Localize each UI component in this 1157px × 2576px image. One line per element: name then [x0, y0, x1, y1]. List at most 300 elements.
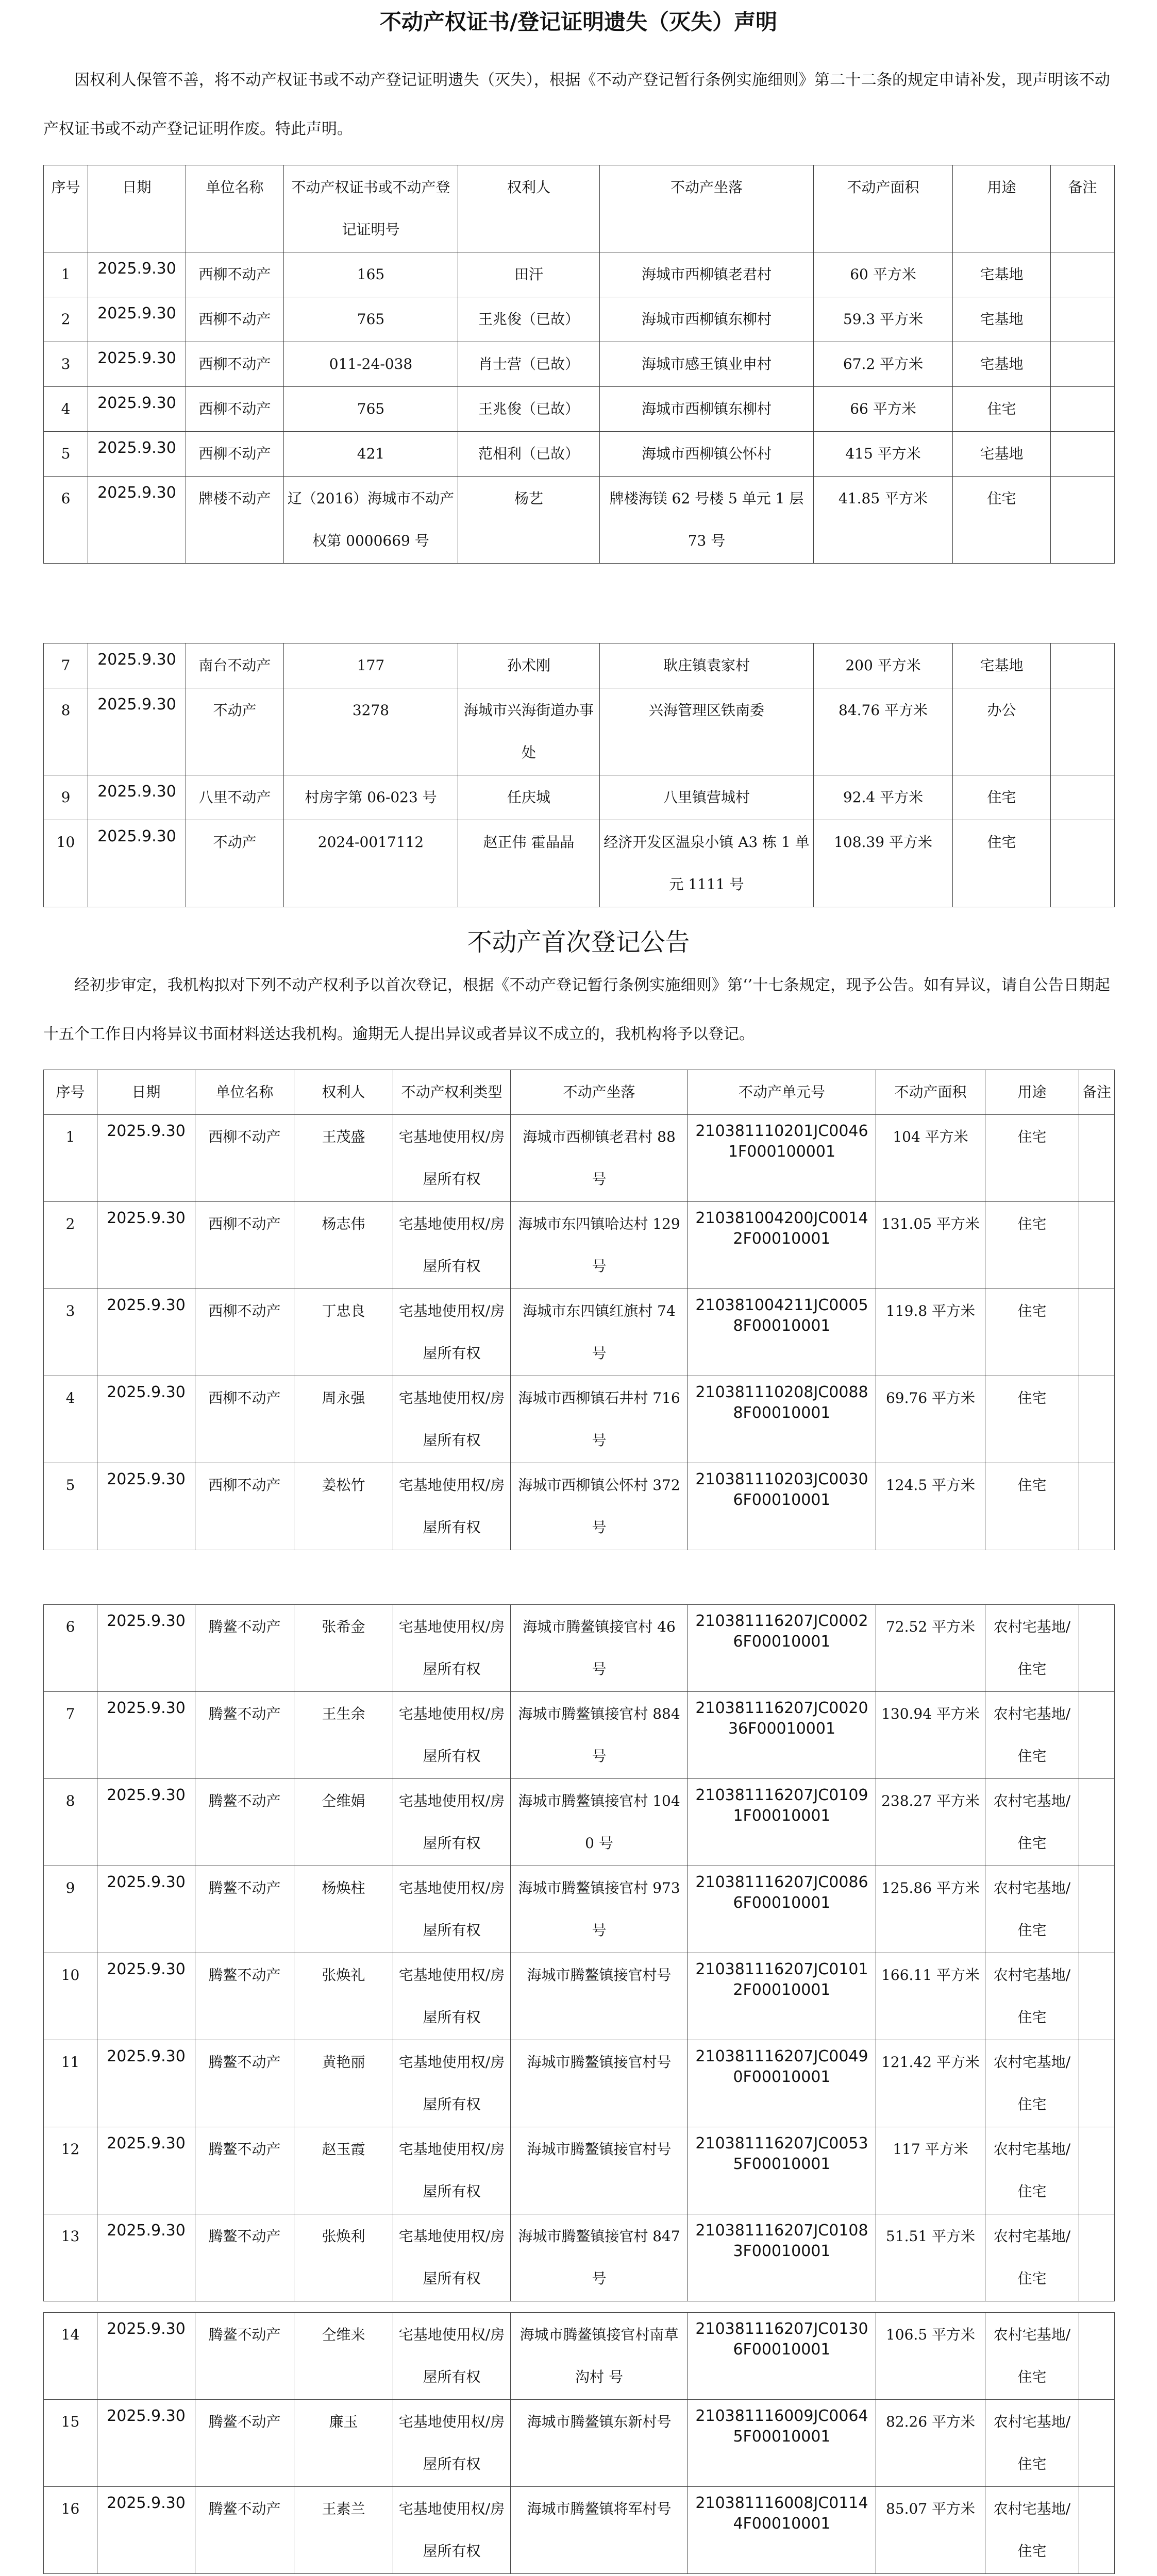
table-row: [44, 297, 1115, 342]
date-cell: 2025.9.30: [97, 1376, 195, 1463]
owner-cell: 肖士营（已故）: [458, 342, 600, 387]
usage-cell: 农村宅基地/住宅: [985, 1779, 1079, 1866]
table-row: [44, 2313, 1115, 2400]
area-cell: 415 平方米: [814, 432, 953, 477]
owner-cell: 杨焕柱: [294, 1866, 393, 1953]
header-date-cell: 日期: [97, 1070, 195, 1115]
owner-cell: 孙术刚: [458, 643, 600, 688]
unit-cell: 腾鳌不动产: [195, 2313, 294, 2400]
location-cell: 海城市东四镇哈达村 129 号: [511, 1202, 688, 1289]
date-cell: 2025.9.30: [88, 387, 186, 432]
header-seq-cell: 序号: [44, 1070, 97, 1115]
seq-cell: 7: [44, 1692, 97, 1779]
right-type-cell: 宅基地使用权/房屋所有权: [393, 1376, 511, 1463]
table-row: [44, 643, 1115, 688]
table-row: [44, 1463, 1115, 1550]
area-cell: 200 平方米: [814, 643, 953, 688]
unit-cell: 西柳不动产: [195, 1202, 294, 1289]
certificate-number-cell: 011-24-038: [284, 342, 458, 387]
unit-cell: 不动产: [186, 688, 284, 775]
location-cell: 牌楼海镁 62 号楼 5 单元 1 层 73 号: [600, 477, 814, 564]
unit-number-cell: 210381004200JC00142F00010001: [688, 1202, 876, 1289]
table-row: [44, 252, 1115, 297]
date-cell: 2025.9.30: [97, 2214, 195, 2301]
area-cell: 41.85 平方米: [814, 477, 953, 564]
registration-table-header: [44, 1070, 1115, 1115]
header-location-cell: 不动产坐落: [600, 165, 814, 252]
location-cell: 海城市西柳镇老君村 88 号: [511, 1115, 688, 1202]
table-row: [44, 1866, 1115, 1953]
right-type-cell: 宅基地使用权/房屋所有权: [393, 2400, 511, 2487]
area-cell: 238.27 平方米: [876, 1779, 985, 1866]
usage-cell: 农村宅基地/住宅: [985, 2214, 1079, 2301]
area-cell: 121.42 平方米: [876, 2040, 985, 2127]
remark-cell: [1079, 1779, 1115, 1866]
date-cell: 2025.9.30: [97, 2487, 195, 2574]
usage-cell: 住宅: [953, 775, 1051, 820]
unit-cell: 西柳不动产: [186, 342, 284, 387]
area-cell: 166.11 平方米: [876, 1953, 985, 2040]
remark-cell: [1051, 342, 1115, 387]
usage-cell: 住宅: [985, 1115, 1079, 1202]
unit-number-cell: 210381116207JC01012F00010001: [688, 1953, 876, 2040]
seq-cell: 4: [44, 1376, 97, 1463]
remark-cell: [1079, 2400, 1115, 2487]
area-cell: 51.51 平方米: [876, 2214, 985, 2301]
table-row: [44, 2040, 1115, 2127]
remark-cell: [1051, 297, 1115, 342]
unit-number-cell: 210381116207JC00866F00010001: [688, 1866, 876, 1953]
seq-cell: 6: [44, 1605, 97, 1692]
right-type-cell: 宅基地使用权/房屋所有权: [393, 1115, 511, 1202]
remark-cell: [1079, 2040, 1115, 2127]
table-row: [44, 1115, 1115, 1202]
header-seq-cell: 序号: [44, 165, 88, 252]
header-unit-number-cell: 不动产单元号: [688, 1070, 876, 1115]
table-row: [44, 1779, 1115, 1866]
owner-cell: 王生余: [294, 1692, 393, 1779]
unit-number-cell: 210381004211JC00058F00010001: [688, 1289, 876, 1376]
unit-number-cell: 210381116207JC01083F00010001: [688, 2214, 876, 2301]
seq-cell: 3: [44, 1289, 97, 1376]
owner-cell: 王素兰: [294, 2487, 393, 2574]
seq-cell: 5: [44, 1463, 97, 1550]
table-row: [44, 477, 1115, 564]
location-cell: 海城市腾鳌镇东新村号: [511, 2400, 688, 2487]
unit-number-cell: 210381116207JC00026F00010001: [688, 1605, 876, 1692]
owner-cell: 周永强: [294, 1376, 393, 1463]
unit-cell: 西柳不动产: [186, 432, 284, 477]
usage-cell: 农村宅基地/住宅: [985, 2400, 1079, 2487]
owner-cell: 范相利（已故）: [458, 432, 600, 477]
location-cell: 海城市西柳镇东柳村: [600, 297, 814, 342]
table-row: [44, 387, 1115, 432]
unit-cell: 腾鳌不动产: [195, 1605, 294, 1692]
date-cell: 2025.9.30: [88, 252, 186, 297]
remark-cell: [1079, 1953, 1115, 2040]
unit-cell: 腾鳌不动产: [195, 2040, 294, 2127]
right-type-cell: 宅基地使用权/房屋所有权: [393, 2214, 511, 2301]
registration-table-part-2: [43, 1604, 1115, 2301]
seq-cell: 8: [44, 688, 88, 775]
unit-cell: 西柳不动产: [195, 1376, 294, 1463]
certificate-number-cell: 3278: [284, 688, 458, 775]
table-row: [44, 1605, 1115, 1692]
date-cell: 2025.9.30: [97, 1289, 195, 1376]
area-cell: 125.86 平方米: [876, 1866, 985, 1953]
usage-cell: 农村宅基地/住宅: [985, 2487, 1079, 2574]
unit-number-cell: 210381110201JC00461F000100001: [688, 1115, 876, 1202]
unit-cell: 西柳不动产: [186, 297, 284, 342]
remark-cell: [1079, 2487, 1115, 2574]
location-cell: 海城市西柳镇东柳村: [600, 387, 814, 432]
location-cell: 海城市西柳镇公怀村: [600, 432, 814, 477]
table-row: [44, 1289, 1115, 1376]
certificate-number-cell: 辽（2016）海城市不动产权第 0000669 号: [284, 477, 458, 564]
area-cell: 84.76 平方米: [814, 688, 953, 775]
owner-cell: 张焕礼: [294, 1953, 393, 2040]
header-remark-cell: 备注: [1079, 1070, 1115, 1115]
seq-cell: 14: [44, 2313, 97, 2400]
date-cell: 2025.9.30: [88, 688, 186, 775]
location-cell: 海城市腾鳌镇接官村号: [511, 1953, 688, 2040]
remark-cell: [1079, 1289, 1115, 1376]
area-cell: 131.05 平方米: [876, 1202, 985, 1289]
header-right-type-cell: 不动产权利类型: [393, 1070, 511, 1115]
unit-cell: 腾鳌不动产: [195, 2127, 294, 2214]
remark-cell: [1079, 1463, 1115, 1550]
right-type-cell: 宅基地使用权/房屋所有权: [393, 1692, 511, 1779]
seq-cell: 2: [44, 1202, 97, 1289]
table-row: [44, 688, 1115, 775]
certificate-number-cell: 165: [284, 252, 458, 297]
table-row: [44, 2214, 1115, 2301]
registration-table-part-1: [43, 1070, 1115, 1550]
owner-cell: 杨志伟: [294, 1202, 393, 1289]
remark-cell: [1051, 387, 1115, 432]
location-cell: 海城市腾鳌镇接官村 1040 号: [511, 1779, 688, 1866]
date-cell: 2025.9.30: [88, 820, 186, 907]
certificate-number-cell: 765: [284, 297, 458, 342]
seq-cell: 13: [44, 2214, 97, 2301]
owner-cell: 仝维来: [294, 2313, 393, 2400]
usage-cell: 农村宅基地/住宅: [985, 1866, 1079, 1953]
location-cell: 海城市西柳镇石井村 716 号: [511, 1376, 688, 1463]
owner-cell: 姜松竹: [294, 1463, 393, 1550]
header-location-cell: 不动产坐落: [511, 1070, 688, 1115]
area-cell: 108.39 平方米: [814, 820, 953, 907]
seq-cell: 9: [44, 1866, 97, 1953]
usage-cell: 住宅: [985, 1289, 1079, 1376]
remark-cell: [1051, 775, 1115, 820]
certificate-number-cell: 765: [284, 387, 458, 432]
certificate-number-cell: 2024-0017112: [284, 820, 458, 907]
location-cell: 海城市腾鳌镇将军村号: [511, 2487, 688, 2574]
unit-cell: 西柳不动产: [195, 1289, 294, 1376]
header-area-cell: 不动产面积: [876, 1070, 985, 1115]
usage-cell: 住宅: [953, 820, 1051, 907]
header-unit-cell: 单位名称: [195, 1070, 294, 1115]
right-type-cell: 宅基地使用权/房屋所有权: [393, 2040, 511, 2127]
location-cell: 海城市腾鳌镇接官村号: [511, 2127, 688, 2214]
owner-cell: 廉玉: [294, 2400, 393, 2487]
seq-cell: 1: [44, 252, 88, 297]
owner-cell: 赵正伟 霍晶晶: [458, 820, 600, 907]
seq-cell: 15: [44, 2400, 97, 2487]
unit-number-cell: 210381116008JC01144F00010001: [688, 2487, 876, 2574]
usage-cell: 宅基地: [953, 643, 1051, 688]
owner-cell: 王兆俊（已故）: [458, 387, 600, 432]
date-cell: 2025.9.30: [97, 1605, 195, 1692]
date-cell: 2025.9.30: [97, 2040, 195, 2127]
location-cell: 耿庄镇袁家村: [600, 643, 814, 688]
location-cell: 海城市腾鳌镇接官村 884 号: [511, 1692, 688, 1779]
usage-cell: 农村宅基地/住宅: [985, 2127, 1079, 2214]
area-cell: 60 平方米: [814, 252, 953, 297]
table-row: [44, 2400, 1115, 2487]
area-cell: 119.8 平方米: [876, 1289, 985, 1376]
seq-cell: 11: [44, 2040, 97, 2127]
usage-cell: 住宅: [985, 1376, 1079, 1463]
date-cell: 2025.9.30: [97, 2400, 195, 2487]
owner-cell: 海城市兴海街道办事处: [458, 688, 600, 775]
right-type-cell: 宅基地使用权/房屋所有权: [393, 1866, 511, 1953]
area-cell: 82.26 平方米: [876, 2400, 985, 2487]
right-type-cell: 宅基地使用权/房屋所有权: [393, 1463, 511, 1550]
unit-cell: 腾鳌不动产: [195, 2487, 294, 2574]
table-row: [44, 2487, 1115, 2574]
unit-cell: 西柳不动产: [186, 387, 284, 432]
unit-cell: 腾鳌不动产: [195, 1779, 294, 1866]
header-certificate-number-cell: 不动产权证书或不动产登记证明号: [284, 165, 458, 252]
usage-cell: 住宅: [985, 1202, 1079, 1289]
area-cell: 92.4 平方米: [814, 775, 953, 820]
notice-title-first-registration: 不动产首次登记公告: [467, 928, 690, 957]
location-cell: 海城市西柳镇公怀村 372 号: [511, 1463, 688, 1550]
date-cell: 2025.9.30: [97, 2127, 195, 2214]
table-row: [44, 1953, 1115, 2040]
seq-cell: 5: [44, 432, 88, 477]
area-cell: 72.52 平方米: [876, 1605, 985, 1692]
seq-cell: 1: [44, 1115, 97, 1202]
seq-cell: 12: [44, 2127, 97, 2214]
owner-cell: 任庆城: [458, 775, 600, 820]
table-row: [44, 1692, 1115, 1779]
remark-cell: [1051, 820, 1115, 907]
remark-cell: [1079, 2127, 1115, 2214]
header-remark-cell: 备注: [1051, 165, 1115, 252]
remark-cell: [1079, 1692, 1115, 1779]
date-cell: 2025.9.30: [97, 1463, 195, 1550]
owner-cell: 赵玉霞: [294, 2127, 393, 2214]
usage-cell: 办公: [953, 688, 1051, 775]
right-type-cell: 宅基地使用权/房屋所有权: [393, 1779, 511, 1866]
unit-number-cell: 210381110208JC00888F00010001: [688, 1376, 876, 1463]
seq-cell: 9: [44, 775, 88, 820]
date-cell: 2025.9.30: [88, 342, 186, 387]
usage-cell: 宅基地: [953, 432, 1051, 477]
location-cell: 经济开发区温泉小镇 A3 栋 1 单元 1111 号: [600, 820, 814, 907]
owner-cell: 王兆俊（已故）: [458, 297, 600, 342]
right-type-cell: 宅基地使用权/房屋所有权: [393, 1605, 511, 1692]
remark-cell: [1051, 252, 1115, 297]
right-type-cell: 宅基地使用权/房屋所有权: [393, 2127, 511, 2214]
area-cell: 85.07 平方米: [876, 2487, 985, 2574]
header-owner-cell: 权利人: [458, 165, 600, 252]
seq-cell: 16: [44, 2487, 97, 2574]
owner-cell: 田汗: [458, 252, 600, 297]
remark-cell: [1079, 1115, 1115, 1202]
location-cell: 海城市腾鳌镇接官村 847 号: [511, 2214, 688, 2301]
unit-number-cell: 210381116009JC00645F00010001: [688, 2400, 876, 2487]
header-usage-cell: 用途: [985, 1070, 1079, 1115]
right-type-cell: 宅基地使用权/房屋所有权: [393, 1289, 511, 1376]
usage-cell: 宅基地: [953, 342, 1051, 387]
usage-cell: 宅基地: [953, 252, 1051, 297]
area-cell: 104 平方米: [876, 1115, 985, 1202]
location-cell: 海城市感王镇业申村: [600, 342, 814, 387]
date-cell: 2025.9.30: [97, 1779, 195, 1866]
date-cell: 2025.9.30: [97, 1115, 195, 1202]
unit-cell: 腾鳌不动产: [195, 1866, 294, 1953]
unit-cell: 牌楼不动产: [186, 477, 284, 564]
location-cell: 八里镇营城村: [600, 775, 814, 820]
right-type-cell: 宅基地使用权/房屋所有权: [393, 2313, 511, 2400]
area-cell: 106.5 平方米: [876, 2313, 985, 2400]
owner-cell: 丁忠良: [294, 1289, 393, 1376]
remark-cell: [1079, 1866, 1115, 1953]
location-cell: 海城市腾鳌镇接官村号: [511, 2040, 688, 2127]
date-cell: 2025.9.30: [88, 643, 186, 688]
remark-cell: [1051, 643, 1115, 688]
location-cell: 兴海管理区铁南委: [600, 688, 814, 775]
unit-cell: 南台不动产: [186, 643, 284, 688]
date-cell: 2025.9.30: [97, 1202, 195, 1289]
remark-cell: [1079, 1605, 1115, 1692]
usage-cell: 农村宅基地/住宅: [985, 1692, 1079, 1779]
seq-cell: 7: [44, 643, 88, 688]
certificate-number-cell: 村房字第 06-023 号: [284, 775, 458, 820]
location-cell: 海城市西柳镇老君村: [600, 252, 814, 297]
owner-cell: 仝维娟: [294, 1779, 393, 1866]
unit-cell: 腾鳌不动产: [195, 1692, 294, 1779]
notice-title-loss: 不动产权证书/登记证明遗失（灭失）声明: [379, 9, 778, 35]
usage-cell: 住宅: [953, 387, 1051, 432]
seq-cell: 3: [44, 342, 88, 387]
location-cell: 海城市腾鳌镇接官村 973 号: [511, 1866, 688, 1953]
date-cell: 2025.9.30: [97, 1692, 195, 1779]
remark-cell: [1079, 2313, 1115, 2400]
table-row: [44, 342, 1115, 387]
owner-cell: 黄艳丽: [294, 2040, 393, 2127]
seq-cell: 8: [44, 1779, 97, 1866]
unit-number-cell: 210381110203JC00306F00010001: [688, 1463, 876, 1550]
remark-cell: [1051, 688, 1115, 775]
header-usage-cell: 用途: [953, 165, 1051, 252]
seq-cell: 10: [44, 820, 88, 907]
header-owner-cell: 权利人: [294, 1070, 393, 1115]
area-cell: 59.3 平方米: [814, 297, 953, 342]
area-cell: 124.5 平方米: [876, 1463, 985, 1550]
usage-cell: 农村宅基地/住宅: [985, 1605, 1079, 1692]
owner-cell: 王茂盛: [294, 1115, 393, 1202]
owner-cell: 杨艺: [458, 477, 600, 564]
header-unit-cell: 单位名称: [186, 165, 284, 252]
notice-body-loss: 因权利人保管不善，将不动产权证书或不动产登记证明遗失（灭失），根据《不动产登记暂行条例实施细则》第二十二条的规定申请补发，现声明该不动产权证书或不动产登记证明作废。特此声明。: [43, 71, 1110, 138]
unit-cell: 西柳不动产: [195, 1115, 294, 1202]
date-cell: 2025.9.30: [88, 477, 186, 564]
seq-cell: 2: [44, 297, 88, 342]
loss-table-part-2: [43, 643, 1115, 907]
registration-table-part-3: [43, 2312, 1115, 2574]
area-cell: 69.76 平方米: [876, 1376, 985, 1463]
date-cell: 2025.9.30: [88, 775, 186, 820]
location-cell: 海城市腾鳌镇接官村南草沟村 号: [511, 2313, 688, 2400]
usage-cell: 农村宅基地/住宅: [985, 1953, 1079, 2040]
remark-cell: [1079, 1376, 1115, 1463]
area-cell: 117 平方米: [876, 2127, 985, 2214]
loss-table-part-1: [43, 165, 1115, 564]
owner-cell: 张希金: [294, 1605, 393, 1692]
unit-cell: 西柳不动产: [186, 252, 284, 297]
right-type-cell: 宅基地使用权/房屋所有权: [393, 1953, 511, 2040]
remark-cell: [1079, 1202, 1115, 1289]
unit-number-cell: 210381116207JC01091F00010001: [688, 1779, 876, 1866]
usage-cell: 农村宅基地/住宅: [985, 2040, 1079, 2127]
usage-cell: 住宅: [953, 477, 1051, 564]
table-row: [44, 432, 1115, 477]
unit-number-cell: 210381116207JC01306F00010001: [688, 2313, 876, 2400]
area-cell: 130.94 平方米: [876, 1692, 985, 1779]
date-cell: 2025.9.30: [88, 297, 186, 342]
remark-cell: [1051, 477, 1115, 564]
usage-cell: 宅基地: [953, 297, 1051, 342]
usage-cell: 农村宅基地/住宅: [985, 2313, 1079, 2400]
table-row: [44, 2127, 1115, 2214]
table-row: [44, 1376, 1115, 1463]
owner-cell: 张焕利: [294, 2214, 393, 2301]
unit-number-cell: 210381116207JC00535F00010001: [688, 2127, 876, 2214]
unit-cell: 腾鳌不动产: [195, 2400, 294, 2487]
area-cell: 67.2 平方米: [814, 342, 953, 387]
header-date-cell: 日期: [88, 165, 186, 252]
table-row: [44, 1202, 1115, 1289]
unit-cell: 腾鳌不动产: [195, 2214, 294, 2301]
seq-cell: 4: [44, 387, 88, 432]
remark-cell: [1079, 2214, 1115, 2301]
right-type-cell: 宅基地使用权/房屋所有权: [393, 1202, 511, 1289]
unit-cell: 不动产: [186, 820, 284, 907]
loss-table-header: [44, 165, 1115, 252]
seq-cell: 6: [44, 477, 88, 564]
table-row: [44, 775, 1115, 820]
certificate-number-cell: 177: [284, 643, 458, 688]
area-cell: 66 平方米: [814, 387, 953, 432]
date-cell: 2025.9.30: [88, 432, 186, 477]
unit-cell: 八里不动产: [186, 775, 284, 820]
date-cell: 2025.9.30: [97, 1953, 195, 2040]
unit-cell: 西柳不动产: [195, 1463, 294, 1550]
table-row: [44, 820, 1115, 907]
unit-cell: 腾鳌不动产: [195, 1953, 294, 2040]
header-area-cell: 不动产面积: [814, 165, 953, 252]
location-cell: 海城市腾鳌镇接官村 46 号: [511, 1605, 688, 1692]
seq-cell: 10: [44, 1953, 97, 2040]
notice-body-first-registration: 经初步审定，我机构拟对下列不动产权利予以首次登记，根据《不动产登记暂行条例实施细则》第‘’十七条规定，现予公告。如有异议，请自公告日期起十五个工作日内将异议书面材料送达我机构。逾期无人提出异议或者异议不成立的，我机构将予以登记。: [43, 976, 1110, 1043]
certificate-number-cell: 421: [284, 432, 458, 477]
location-cell: 海城市东四镇红旗村 74 号: [511, 1289, 688, 1376]
usage-cell: 住宅: [985, 1463, 1079, 1550]
